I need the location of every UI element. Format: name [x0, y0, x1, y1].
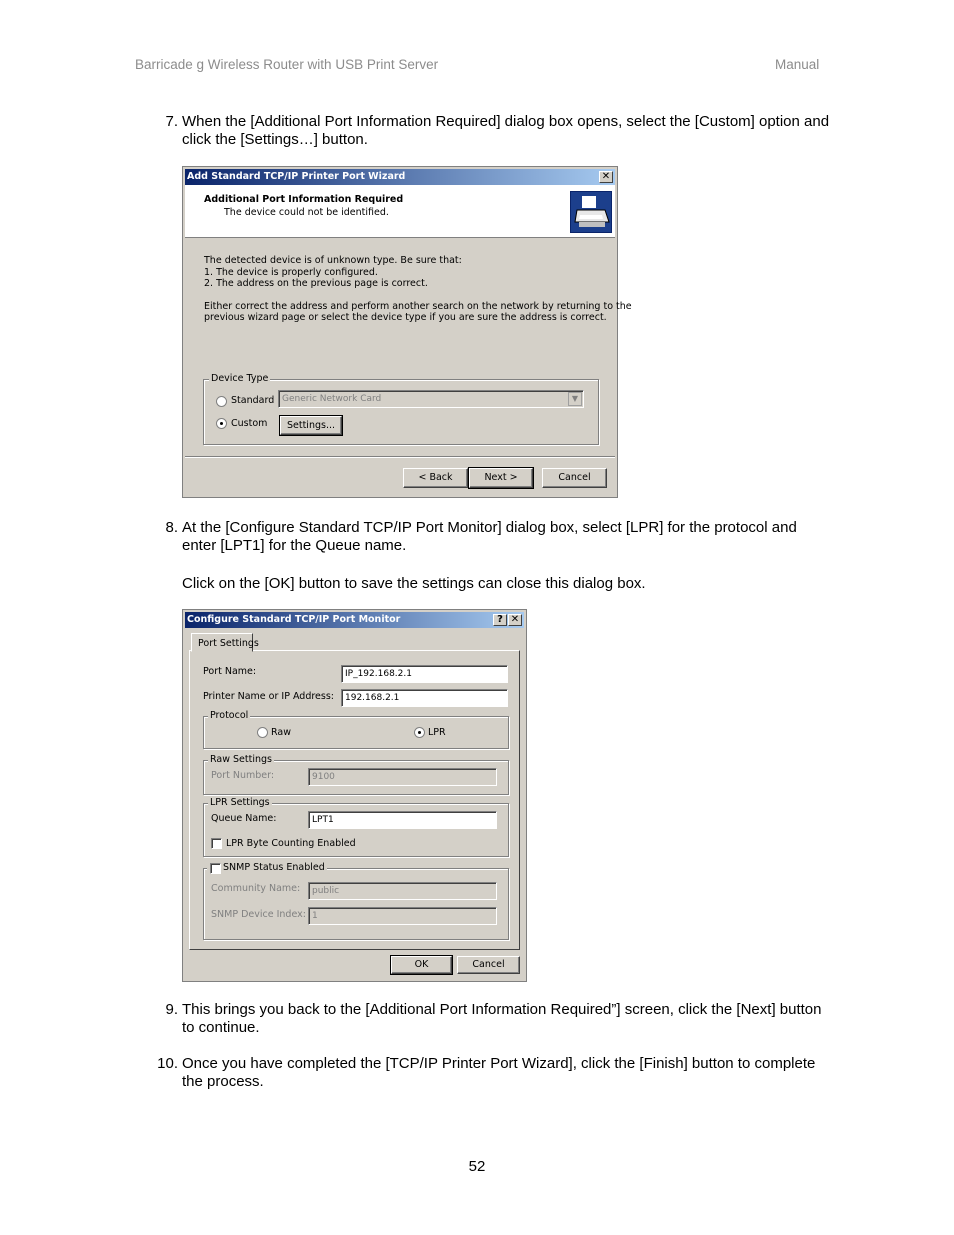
- port-name-input[interactable]: IP_192.168.2.1: [341, 665, 508, 683]
- printer-name-input[interactable]: 192.168.2.1: [341, 689, 508, 707]
- next-button[interactable]: Next >: [469, 468, 533, 488]
- port-monitor-dialog: [182, 609, 527, 982]
- device-type-label: Device Type: [211, 373, 269, 384]
- port-number-input[interactable]: 9100: [308, 768, 497, 786]
- step-text: When the [Additional Port Information Required] dialog box opens, select the [Custom] option and click the [Settings…] button.: [182, 113, 830, 148]
- back-button[interactable]: < Back: [403, 468, 468, 488]
- device-type-group: [203, 379, 599, 445]
- wizard-title-bar: [185, 169, 615, 185]
- port-name-label: Port Name:: [203, 666, 257, 677]
- snmp-group: [203, 868, 509, 940]
- wizard-dialog: [182, 166, 632, 498]
- byte-counting-checkbox[interactable]: [211, 838, 222, 849]
- queue-name-input[interactable]: LPT1: [308, 811, 497, 829]
- snmp-index-label: SNMP Device Index:: [211, 909, 306, 920]
- protocol-label: Protocol: [210, 710, 249, 721]
- step-7: [154, 113, 854, 153]
- device-type-select-value: Generic Network Card: [282, 394, 382, 404]
- cancel-button[interactable]: Cancel: [542, 468, 607, 488]
- step-text: This brings you back to the [Additional Port Information Required”] screen, click the [Next] button to continue.: [182, 1001, 822, 1036]
- step-number: 8.: [165, 519, 178, 536]
- wizard-title: Add Standard TCP/IP Printer Port Wizard: [187, 171, 406, 182]
- help-icon[interactable]: ?: [493, 614, 507, 626]
- doc-header-title: Barricade g Wireless Router with USB Print Server: [135, 57, 439, 72]
- raw-radio[interactable]: [257, 727, 268, 738]
- step-text: Click on the [OK] button to save the settings can close this dialog box.: [182, 575, 646, 592]
- custom-radio-label: Custom: [231, 418, 268, 429]
- community-name-input[interactable]: public: [308, 882, 497, 900]
- snmp-index-input[interactable]: 1: [308, 907, 497, 925]
- chevron-down-icon: ▼: [568, 392, 582, 406]
- settings-button[interactable]: Settings...: [280, 416, 342, 435]
- wizard-body-line: previous wizard page or select the device type if you are sure the address is correct.: [204, 312, 607, 323]
- wizard-header-panel: [185, 185, 615, 238]
- step-text: Once you have completed the [TCP/IP Printer Port Wizard], click the [Finish] button to complete the process.: [182, 1055, 816, 1090]
- close-icon[interactable]: ✕: [599, 171, 613, 183]
- snmp-checkbox[interactable]: [210, 863, 221, 874]
- wizard-body-line: The detected device is of unknown type. Be sure that:: [204, 255, 462, 266]
- device-type-select[interactable]: [278, 390, 584, 408]
- wizard-subheading: The device could not be identified.: [224, 207, 389, 218]
- tab-port-settings[interactable]: [191, 633, 259, 652]
- doc-header-manual: Manual: [775, 57, 820, 72]
- tab-label: Port Settings: [198, 638, 259, 649]
- step-number: 10.: [157, 1055, 178, 1072]
- lpr-radio-label: LPR: [428, 727, 446, 738]
- custom-radio[interactable]: [216, 418, 227, 429]
- step-text: At the [Configure Standard TCP/IP Port Monitor] dialog box, select [LPR] for the protocol and enter [LPT1] for the Queue name.: [182, 519, 797, 554]
- monitor-title-bar: [185, 612, 524, 628]
- ok-button[interactable]: OK: [391, 956, 452, 974]
- close-icon[interactable]: ✕: [508, 614, 522, 626]
- cancel-button[interactable]: Cancel: [457, 956, 520, 974]
- printer-name-label: Printer Name or IP Address:: [203, 691, 334, 702]
- lpr-settings-label: LPR Settings: [210, 797, 270, 808]
- standard-radio-label: Standard: [231, 395, 275, 406]
- step-8: [154, 519, 854, 603]
- step-number: 9.: [165, 1001, 178, 1018]
- monitor-title: Configure Standard TCP/IP Port Monitor: [187, 614, 401, 625]
- wizard-body-line: 2. The address on the previous page is correct.: [204, 278, 428, 289]
- community-name-label: Community Name:: [211, 883, 301, 894]
- byte-counting-label: LPR Byte Counting Enabled: [226, 838, 356, 849]
- page-number: 52: [468, 1158, 486, 1175]
- wizard-heading: Additional Port Information Required: [204, 194, 404, 205]
- raw-radio-label: Raw: [271, 727, 291, 738]
- wizard-body-line: Either correct the address and perform another search on the network by returning to the: [204, 301, 632, 312]
- printer-icon: [570, 191, 612, 233]
- port-number-label: Port Number:: [211, 770, 275, 781]
- divider: [185, 456, 615, 458]
- snmp-label: SNMP Status Enabled: [207, 862, 327, 873]
- standard-radio[interactable]: [216, 396, 227, 407]
- step-number: 7.: [165, 113, 178, 130]
- step-10: [154, 1055, 854, 1095]
- step-9: [154, 1001, 854, 1041]
- wizard-body-line: 1. The device is properly configured.: [204, 267, 378, 278]
- queue-name-label: Queue Name:: [211, 813, 277, 824]
- lpr-radio[interactable]: [414, 727, 425, 738]
- raw-settings-label: Raw Settings: [210, 754, 272, 765]
